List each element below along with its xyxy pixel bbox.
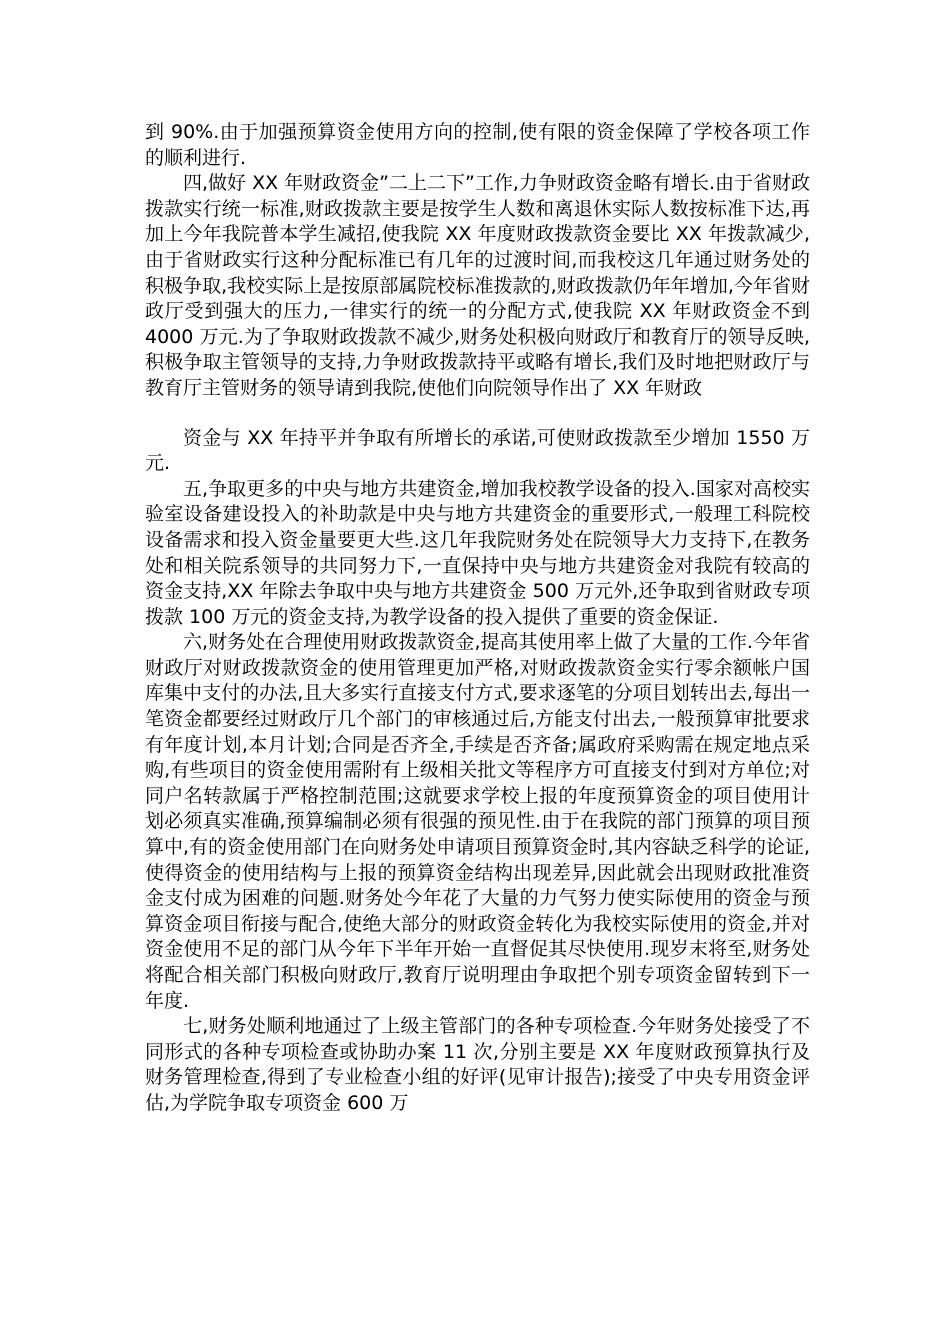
paragraph-section-five: 五,争取更多的中央与地方共建资金,增加我校教学设备的投入.国家对高校实验室设备建设投入的补助款是中央与地方共建资金的重要形式,一般理工科院校设备需求和投入资金量要更大些.这几年我院财务处在院领导大力支持下,在教务处和相关院系领导的共同努力下,一直保持中央与地方共建资金对我院有较高的资金支持,XX 年除去争取中央与地方共建资金 500 万元外,还争取到省财政专项拨款 100 万元的资金支持,为教学设备的投入提供了重要的资金保证. bbox=[145, 477, 810, 628]
paragraph-continuation-funding-promise: 资金与 XX 年持平并争取有所增长的承诺,可使财政拨款至少增加 1550 万元. bbox=[145, 426, 810, 475]
page-break-gap bbox=[145, 402, 810, 426]
paragraph-section-four: 四,做好 XX 年财政资金”二上二下”工作,力争财政资金略有增长.由于省财政拨款实行统一标准,财政拨款主要是按学生人数和离退休实际人数按标准下达,再加上今年我院普本学生减招,使我院 XX 年度财政拨款资金要比 XX 年拨款减少,由于省财政实行这种分配标准已有几年的过渡时间,而我校这几年通过财务处的积极争取,我校实际上是按原部属院校标准拨款的,财政拨款仍年年增加,今年省财政厅受到强大的压力,一律实行的统一的分配方式,使我院 XX 年财政资金不到 4000 万元.为了争取财政拨款不减少,财务处积极向财政厅和教育厅的领导反映,积极争取主管领导的支持,力争财政拨款持平或略有增长,我们及时地把财政厅与教育厅主管财务的领导请到我院,使他们向院领导作出了 XX 年财政 bbox=[145, 172, 810, 399]
document-body bbox=[145, 120, 810, 1117]
paragraph-continuation-budget-control: 到 90%.由于加强预算资金使用方向的控制,使有限的资金保障了学校各项工作的顺利进行. bbox=[145, 121, 810, 169]
paragraph-section-seven: 七,财务处顺利地通过了上级主管部门的各种专项检查.今年财务处接受了不同形式的各种专项检查或协助办案 11 次,分别主要是 XX 年度财政预算执行及财务管理检查,得到了专业检查小组的好评(见审计报告);接受了中央专用资金评估,为学院争取专项资金 600 万 bbox=[145, 1015, 810, 1114]
paragraph-section-six: 六,财务处在合理使用财政拨款资金,提高其使用率上做了大量的工作.今年省财政厅对财政拨款资金的使用管理更加严格,对财政拨款资金实行零余额帐户国库集中支付的办法,且大多实行直接支付方式,要求逐笔的分项目划转出去,每出一笔资金都要经过财政厅几个部门的审核通过后,方能支付出去,一般预算审批要求有年度计划,本月计划;合同是否齐全,手续是否齐备;属政府采购需在规定地点采购,有些项目的资金使用需附有上级相关批文等程序方可直接支付到对方单位;对同户名转款属于严格控制范围;这就要求学校上报的年度预算资金的项目使用计划必须真实准确,预算编制必须有很强的预见性.由于在我院的部门预算的项目预算中,有的资金使用部门在向财务处申请项目预算资金时,其内容缺乏科学的论证,使得资金的使用结构与上报的预算资金结构出现差异,因此就会出现财政批准资金支付成为困难的问题.财务处今年花了大量的力气努力使实际使用的资金与预算资金项目衔接与配合,使绝大部分的财政资金转化为我校实际使用的资金,并对资金使用不足的部门从今年下半年开始一直督促其尽快使用.现岁末将至,财务处将配合相关部门积极向财政厅,教育厅说明理由争取把个别专项资金留转到下一年度. bbox=[145, 631, 810, 1012]
